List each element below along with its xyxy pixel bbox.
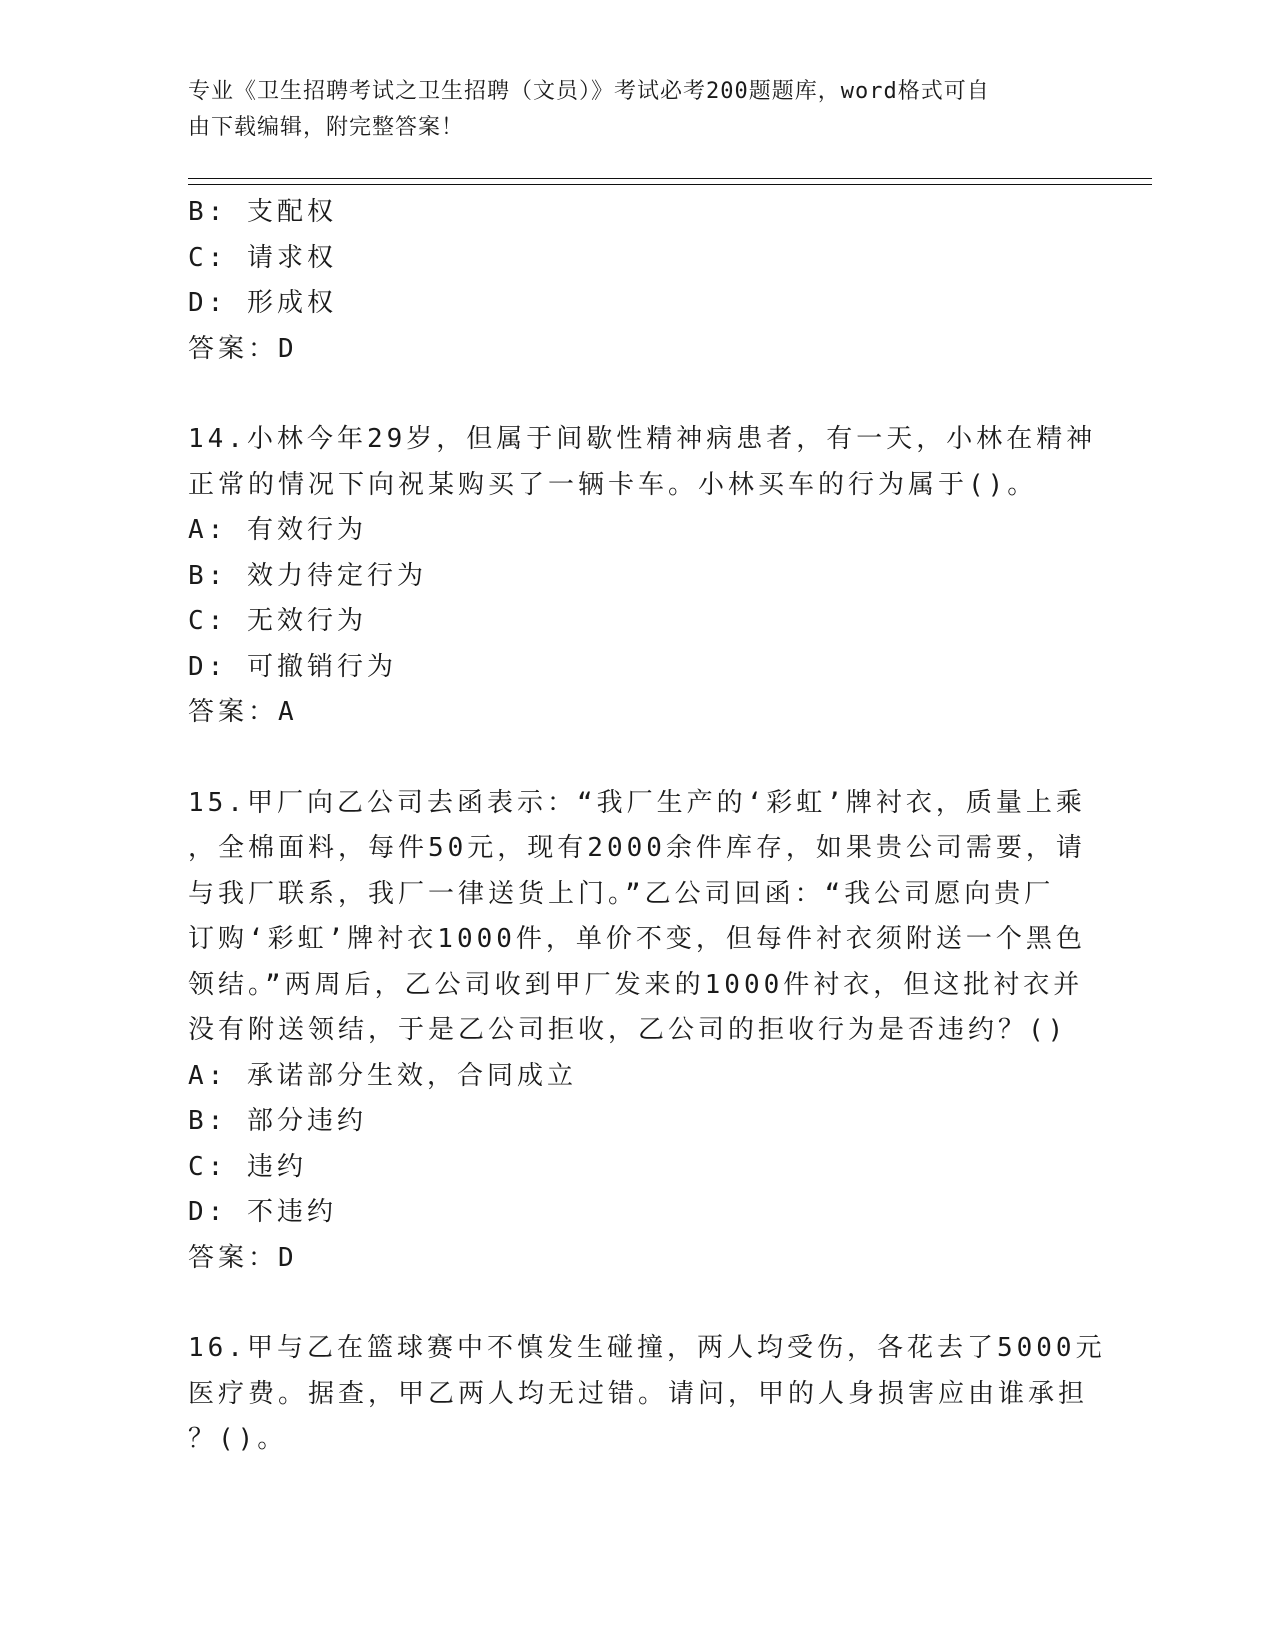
- question-text-line: 16.甲与乙在篮球赛中不慎发生碰撞，两人均受伤，各花去了5000元: [188, 1333, 1106, 1363]
- question-spacer: [188, 736, 1088, 781]
- option-a: A: 有效行为: [188, 515, 367, 545]
- question-spacer: [188, 372, 1088, 417]
- option-b: B: 部分违约: [188, 1106, 367, 1136]
- question-text-line: 与我厂联系，我厂一律送货上门。”乙公司回函：“我公司愿向贵厂: [188, 878, 1055, 909]
- question-text-line: 订购‘彩虹’牌衬衣1000件，单价不变，但每件衬衣须附送一个黑色: [188, 924, 1086, 954]
- question-text-line: 领结。”两周后，乙公司收到甲厂发来的1000件衬衣，但这批衬衣并: [188, 969, 1084, 1000]
- option-d: D: 不违约: [188, 1197, 337, 1227]
- question-text-line: 医疗费。据查，甲乙两人均无过错。请问，甲的人身损害应由谁承担: [188, 1378, 1089, 1409]
- document-header: [188, 74, 1068, 146]
- answer-line: 答案：A: [188, 697, 298, 727]
- document-body: [188, 190, 1106, 1463]
- option-b: B: 支配权: [188, 197, 337, 227]
- header-divider-top: [188, 178, 1152, 179]
- header-line-2: 由下载编辑，附完整答案！: [188, 115, 465, 140]
- question-14: [188, 417, 1097, 736]
- question-text-line: 14.小林今年29岁，但属于间歇性精神病患者，有一天，小林在精神: [188, 424, 1097, 454]
- option-d: D: 形成权: [188, 288, 337, 318]
- answer-line: 答案：D: [188, 333, 298, 364]
- question-13: [188, 190, 1088, 372]
- option-d: D: 可撤销行为: [188, 651, 397, 682]
- question-text-line: ？()。: [188, 1424, 288, 1454]
- option-b: B: 效力待定行为: [188, 560, 427, 591]
- question-text-line: 没有附送领结，于是乙公司拒收，乙公司的拒收行为是否违约？(): [188, 1015, 1068, 1045]
- header-line-1: 专业《卫生招聘考试之卫生招聘（文员）》考试必考200题题库，word格式可自: [188, 79, 990, 104]
- option-c: C: 请求权: [188, 242, 337, 273]
- question-text-line: 正常的情况下向祝某购买了一辆卡车。小林买车的行为属于()。: [188, 469, 1038, 500]
- option-a: A: 承诺部分生效，合同成立: [188, 1060, 577, 1091]
- question-15: [188, 781, 1088, 1282]
- question-text-line: ，全棉面料，每件50元，现有2000余件库存，如果贵公司需要，请: [188, 833, 1086, 863]
- question-16: [188, 1326, 1106, 1463]
- answer-line: 答案：D: [188, 1242, 298, 1273]
- header-divider-bottom: [188, 184, 1152, 185]
- question-spacer: [188, 1281, 1088, 1326]
- option-c: C: 无效行为: [188, 606, 367, 636]
- option-c: C: 违约: [188, 1151, 307, 1182]
- question-text-line: 15.甲厂向乙公司去函表示：“我厂生产的‘彩虹’牌衬衣，质量上乘: [188, 787, 1086, 818]
